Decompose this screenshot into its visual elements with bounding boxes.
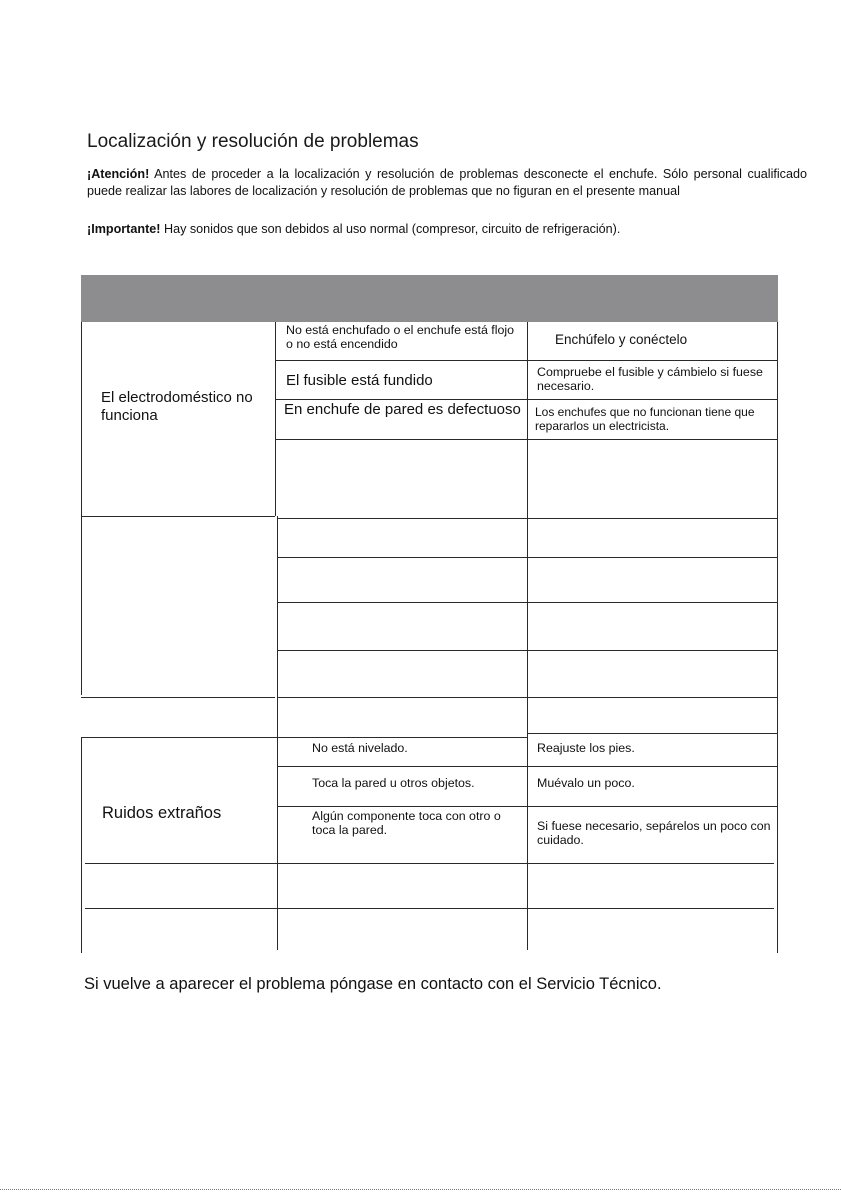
footer-note: Si vuelve a aparecer el problema póngase en contacto con el Servicio Técnico. [84, 975, 662, 993]
important-label: ¡Importante! [87, 222, 161, 236]
table-line [81, 322, 82, 695]
page-edge-divider [0, 1189, 841, 1190]
table-line [277, 766, 777, 767]
warning-text: Antes de proceder a la localización y resolución de problemas desconecte el enchufe. Sólo personal cualificado puede realizar las labores de localización y resolución de problemas que no figuran en el presente manual [87, 167, 807, 198]
table-line [277, 863, 774, 864]
table-header-bar [81, 275, 778, 322]
cause-cell: El fusible está fundido [286, 372, 433, 389]
table-line [81, 697, 275, 698]
table-line [277, 518, 778, 519]
table-line [85, 908, 277, 909]
table-line [277, 697, 778, 698]
table-line [277, 806, 777, 807]
table-line [527, 733, 777, 734]
table-line [277, 908, 774, 909]
table-line [81, 737, 82, 953]
cause-cell: Toca la pared u otros objetos. [312, 776, 475, 790]
solution-cell: Reajuste los pies. [537, 741, 635, 755]
table-line [277, 602, 778, 603]
solution-cell: Enchúfelo y conéctelo [555, 332, 688, 347]
cause-cell: No está enchufado o el enchufe está flojo o no está encendido [286, 323, 515, 351]
table-line [275, 322, 276, 516]
problem-cell: Ruidos extraños [102, 804, 222, 822]
cause-cell: En enchufe de pared es defectuoso [284, 401, 521, 418]
table-line [81, 737, 277, 738]
cause-cell: Algún componente toca con otro o toca la pared. [312, 809, 501, 837]
table-line [81, 516, 275, 517]
table-line [277, 557, 778, 558]
table-line [277, 516, 278, 950]
warning-label: ¡Atención! [87, 167, 150, 181]
problem-cell: El electrodoméstico no funciona [101, 389, 253, 424]
solution-cell: Compruebe el fusible y cámbielo si fuese necesario. [537, 365, 763, 393]
table-line [277, 737, 527, 738]
table-line [275, 399, 778, 400]
page-title: Localización y resolución de problemas [87, 131, 419, 152]
solution-cell: Los enchufes que no funcionan tiene que repararlos un electricista. [535, 405, 755, 433]
table-line [277, 650, 778, 651]
table-line [85, 863, 277, 864]
warning-paragraph [87, 166, 807, 200]
solution-cell: Si fuese necesario, sepárelos un poco con cuidado. [537, 819, 771, 847]
table-line [275, 439, 778, 440]
table-line [275, 360, 778, 361]
important-text: Hay sonidos que son debidos al uso normal (compresor, circuito de refrigeración). [160, 222, 621, 236]
important-paragraph [87, 221, 807, 238]
cause-cell: No está nivelado. [312, 741, 408, 755]
table-line [527, 322, 528, 950]
table-line [777, 322, 778, 953]
solution-cell: Muévalo un poco. [537, 776, 635, 790]
